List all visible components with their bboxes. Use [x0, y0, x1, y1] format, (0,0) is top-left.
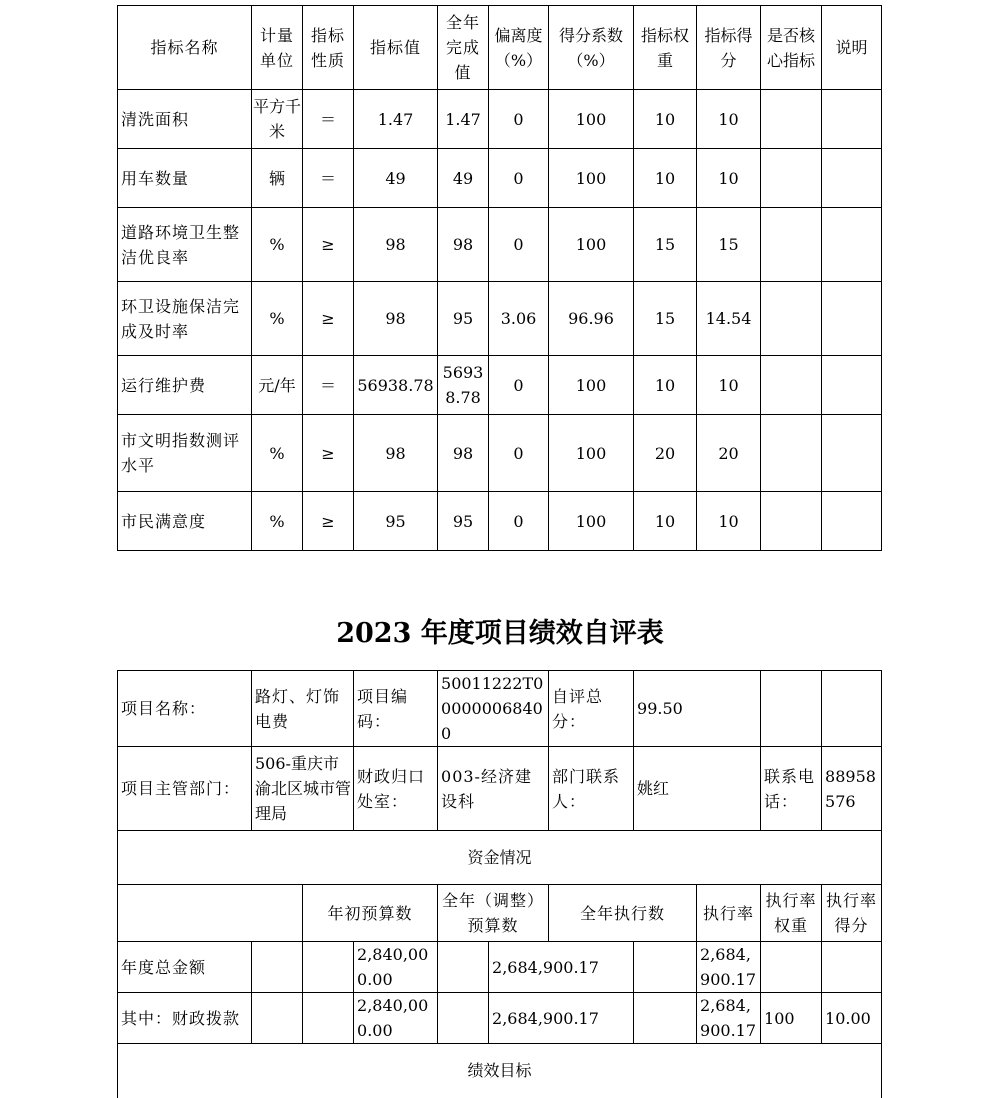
row-name: 环卫设施保洁完成及时率 — [118, 282, 252, 356]
empty-cell — [303, 993, 354, 1044]
empty-cell — [438, 942, 489, 993]
project-code: 50011222T000000068400 — [438, 671, 549, 747]
row-actual: 95 — [438, 282, 489, 356]
project-info-row — [118, 671, 882, 747]
total-executed: 2,684,900.17 — [697, 942, 761, 993]
row-core — [761, 492, 822, 551]
row-name: 市民满意度 — [118, 492, 252, 551]
finance-office: 003-经济建设科 — [438, 747, 549, 831]
empty-cell — [118, 885, 303, 942]
row-score: 20 — [697, 415, 761, 492]
project-table — [117, 670, 882, 1098]
header-indicator-name: 指标名称 — [118, 6, 252, 90]
row-target: 98 — [354, 415, 438, 492]
row-weight: 10 — [634, 492, 697, 551]
goals-header: 绩效目标 — [118, 1044, 882, 1098]
header-score: 指标得分 — [697, 6, 761, 90]
row-core — [761, 208, 822, 282]
row-name: 清洗面积 — [118, 90, 252, 149]
col-initial-budget: 年初预算数 — [303, 885, 438, 942]
total-amount-row — [118, 942, 882, 993]
header-core: 是否核心指标 — [761, 6, 822, 90]
project-name-label: 项目名称： — [118, 671, 252, 747]
row-note — [822, 208, 882, 282]
row-note — [822, 149, 882, 208]
row-coef: 100 — [549, 208, 634, 282]
header-deviation: 偏离度（%） — [489, 6, 549, 90]
self-score-label: 自评总分： — [549, 671, 634, 747]
fiscal-weight: 10.00 — [822, 993, 882, 1044]
indicator-row — [118, 149, 882, 208]
dept-label: 项目主管部门： — [118, 747, 252, 831]
row-deviation: 0 — [489, 356, 549, 415]
header-target-value: 指标值 — [354, 6, 438, 90]
row-target: 98 — [354, 208, 438, 282]
row-actual: 56938.78 — [438, 356, 489, 415]
row-actual: 49 — [438, 149, 489, 208]
row-coef: 100 — [549, 149, 634, 208]
indicator-row — [118, 492, 882, 551]
row-note — [822, 492, 882, 551]
col-adjusted-budget: 全年（调整）预算数 — [438, 885, 549, 942]
empty-cell — [252, 993, 303, 1044]
row-target: 56938.78 — [354, 356, 438, 415]
funds-header: 资金情况 — [118, 831, 882, 885]
row-score: 10 — [697, 149, 761, 208]
row-note — [822, 282, 882, 356]
row-nature: ＝ — [303, 90, 354, 149]
fiscal-row — [118, 993, 882, 1044]
total-label: 年度总金额 — [118, 942, 252, 993]
fiscal-adjusted: 2,684,900.17 — [489, 993, 634, 1044]
row-deviation: 0 — [489, 415, 549, 492]
row-weight: 10 — [634, 149, 697, 208]
phone: 88958576 — [822, 747, 882, 831]
phone-label: 联系电话： — [761, 747, 822, 831]
fiscal-rate: 100 — [761, 993, 822, 1044]
self-score: 99.50 — [634, 671, 761, 747]
indicator-row — [118, 356, 882, 415]
col-exec-score: 执行率得分 — [822, 885, 882, 942]
indicator-row — [118, 208, 882, 282]
row-score: 14.54 — [697, 282, 761, 356]
header-actual-value: 全年完成值 — [438, 6, 489, 90]
row-unit: 辆 — [252, 149, 303, 208]
row-core — [761, 90, 822, 149]
row-deviation: 0 — [489, 492, 549, 551]
department-row — [118, 747, 882, 831]
contact: 姚红 — [634, 747, 761, 831]
row-unit: % — [252, 415, 303, 492]
row-actual: 1.47 — [438, 90, 489, 149]
fiscal-initial: 2,840,000.00 — [354, 993, 438, 1044]
empty-cell — [252, 942, 303, 993]
row-score: 10 — [697, 356, 761, 415]
row-actual: 98 — [438, 415, 489, 492]
header-score-coef: 得分系数（%） — [549, 6, 634, 90]
row-nature: ≥ — [303, 282, 354, 356]
finance-office-label: 财政归口处室： — [354, 747, 438, 831]
row-name: 运行维护费 — [118, 356, 252, 415]
col-executed: 全年执行数 — [549, 885, 697, 942]
row-note — [822, 356, 882, 415]
row-target: 95 — [354, 492, 438, 551]
fiscal-label: 其中：财政拨款 — [118, 993, 252, 1044]
row-core — [761, 282, 822, 356]
empty-cell — [761, 942, 822, 993]
row-coef: 96.96 — [549, 282, 634, 356]
empty-cell — [438, 993, 489, 1044]
col-exec-rate: 执行率 — [697, 885, 761, 942]
row-note — [822, 415, 882, 492]
dept: 506-重庆市渝北区城市管理局 — [252, 747, 354, 831]
row-target: 98 — [354, 282, 438, 356]
row-core — [761, 415, 822, 492]
goals-header-row — [118, 1044, 882, 1098]
row-coef: 100 — [549, 90, 634, 149]
row-deviation: 0 — [489, 149, 549, 208]
row-actual: 98 — [438, 208, 489, 282]
row-core — [761, 149, 822, 208]
row-weight: 10 — [634, 356, 697, 415]
header-weight: 指标权重 — [634, 6, 697, 90]
project-name: 路灯、灯饰电费 — [252, 671, 354, 747]
col-exec-weight: 执行率权重 — [761, 885, 822, 942]
fiscal-executed: 2,684,900.17 — [697, 993, 761, 1044]
row-name: 用车数量 — [118, 149, 252, 208]
header-nature: 指标性质 — [303, 6, 354, 90]
row-weight: 15 — [634, 282, 697, 356]
empty-cell — [634, 993, 697, 1044]
row-nature: ≥ — [303, 492, 354, 551]
row-nature: ＝ — [303, 356, 354, 415]
row-score: 10 — [697, 492, 761, 551]
empty-cell — [761, 671, 822, 747]
row-coef: 100 — [549, 415, 634, 492]
indicator-row — [118, 282, 882, 356]
row-deviation: 0 — [489, 208, 549, 282]
row-weight: 15 — [634, 208, 697, 282]
row-name: 市文明指数测评水平 — [118, 415, 252, 492]
indicator-row — [118, 415, 882, 492]
total-adjusted: 2,684,900.17 — [489, 942, 634, 993]
row-coef: 100 — [549, 356, 634, 415]
row-target: 49 — [354, 149, 438, 208]
row-deviation: 3.06 — [489, 282, 549, 356]
row-target: 1.47 — [354, 90, 438, 149]
header-unit: 计量单位 — [252, 6, 303, 90]
row-nature: ＝ — [303, 149, 354, 208]
row-name: 道路环境卫生整洁优良率 — [118, 208, 252, 282]
row-unit: % — [252, 492, 303, 551]
indicator-table — [117, 5, 882, 551]
row-score: 15 — [697, 208, 761, 282]
row-score: 10 — [697, 90, 761, 149]
indicator-header-row — [118, 6, 882, 90]
row-unit: 元/年 — [252, 356, 303, 415]
header-note: 说明 — [822, 6, 882, 90]
row-nature: ≥ — [303, 415, 354, 492]
indicator-row — [118, 90, 882, 149]
row-core — [761, 356, 822, 415]
contact-label: 部门联系人： — [549, 747, 634, 831]
empty-cell — [303, 942, 354, 993]
empty-cell — [822, 942, 882, 993]
row-coef: 100 — [549, 492, 634, 551]
funds-columns-row — [118, 885, 882, 942]
project-code-label: 项目编码： — [354, 671, 438, 747]
funds-header-row — [118, 831, 882, 885]
empty-cell — [822, 671, 882, 747]
row-note — [822, 90, 882, 149]
row-weight: 20 — [634, 415, 697, 492]
row-weight: 10 — [634, 90, 697, 149]
row-deviation: 0 — [489, 90, 549, 149]
row-nature: ≥ — [303, 208, 354, 282]
row-unit: % — [252, 282, 303, 356]
total-initial: 2,840,000.00 — [354, 942, 438, 993]
row-actual: 95 — [438, 492, 489, 551]
empty-cell — [634, 942, 697, 993]
row-unit: 平方千米 — [252, 90, 303, 149]
row-unit: % — [252, 208, 303, 282]
page-title: 2023 年度项目绩效自评表 — [336, 618, 664, 649]
